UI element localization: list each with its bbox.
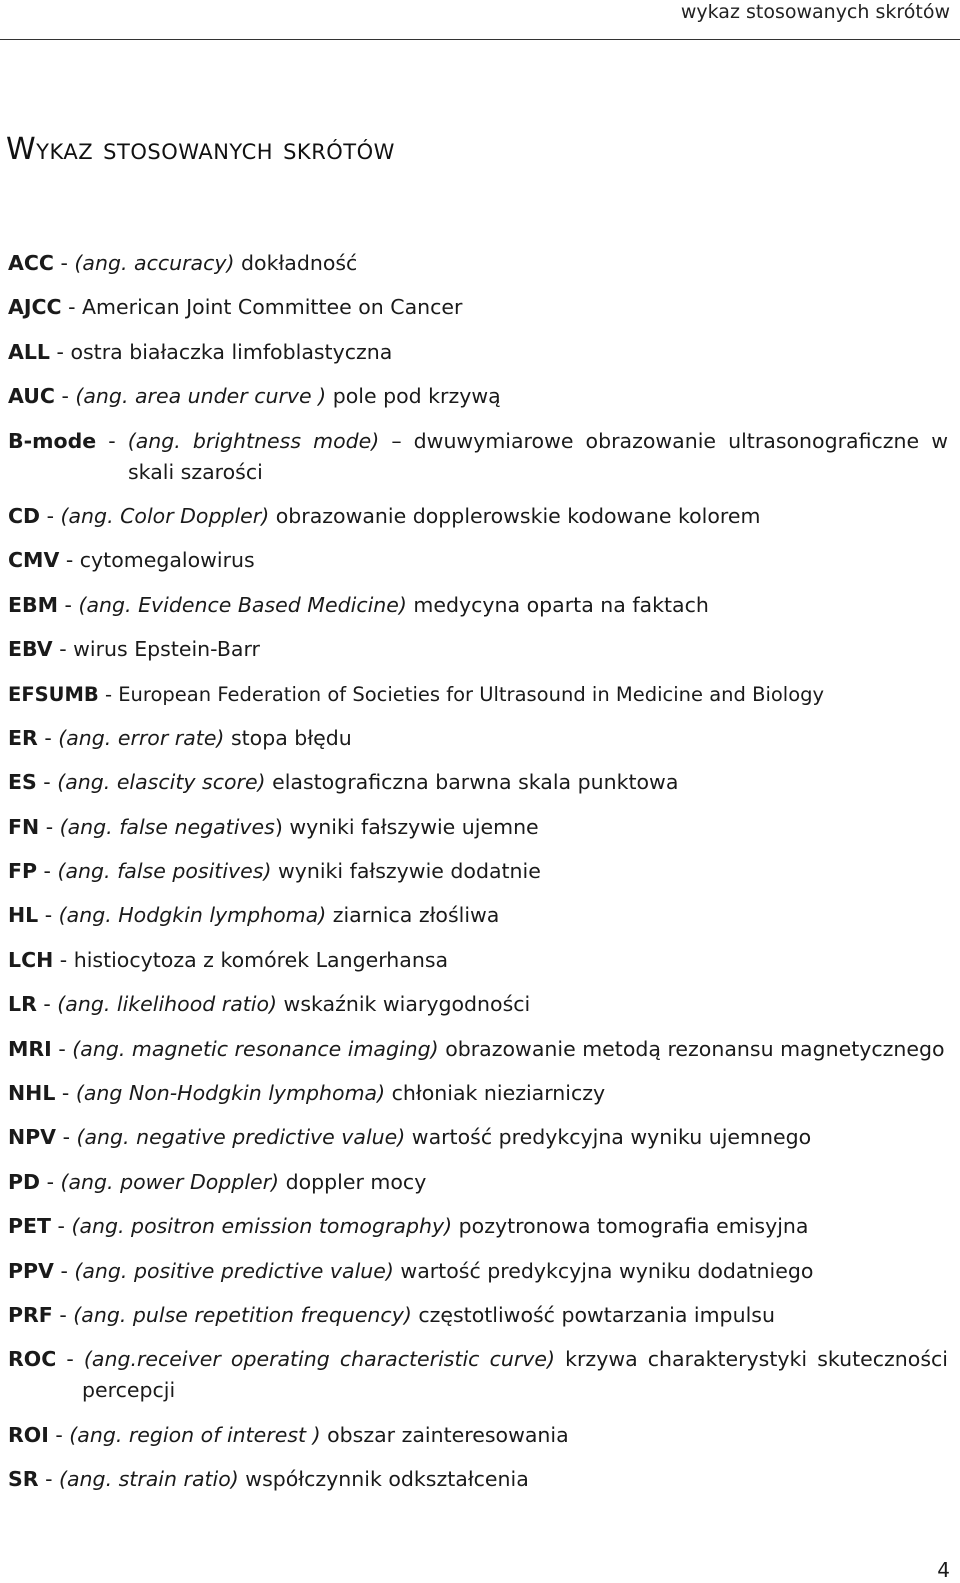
- abbreviation: NPV: [8, 1125, 57, 1150]
- list-item: [8, 337, 948, 368]
- description: elastograficzna barwna skala punktowa: [265, 770, 679, 795]
- list-item: [8, 1464, 948, 1495]
- english-term: (ang. accuracy): [74, 251, 235, 275]
- list-item: [8, 590, 948, 621]
- list-item: [8, 900, 948, 931]
- description: European Federation of Societies for Ultrasound in Medicine and Biology: [118, 682, 825, 706]
- list-item: [8, 1256, 948, 1287]
- list-item: [8, 1167, 948, 1198]
- description: wyniki fałszywie dodatnie: [271, 859, 541, 884]
- separator: -: [56, 1347, 84, 1372]
- list-item: [8, 426, 948, 488]
- separator: -: [58, 592, 79, 617]
- description: częstotliwość powtarzania impulsu: [411, 1302, 775, 1327]
- description: ziarnica złośliwa: [326, 903, 500, 928]
- description: pozytronowa tomografia emisyjna: [452, 1214, 809, 1239]
- list-item: [8, 1211, 948, 1242]
- page-number: 4: [937, 1558, 950, 1582]
- separator: -: [96, 428, 128, 453]
- header-rule: [0, 39, 960, 40]
- description: krzywa charakterystyki skuteczności percepcji: [82, 1347, 948, 1403]
- list-item: [8, 856, 948, 887]
- abbreviation-list: [8, 248, 948, 1509]
- english-term: (ang Non-Hodgkin lymphoma): [75, 1081, 386, 1106]
- separator: -: [39, 814, 60, 839]
- separator: -: [37, 859, 58, 884]
- abbreviation: PRF: [8, 1302, 53, 1327]
- abbreviation: ALL: [8, 339, 50, 364]
- separator: -: [50, 339, 71, 364]
- description: obszar zainteresowania: [320, 1422, 569, 1447]
- english-term: (ang. elascity score): [57, 770, 266, 795]
- english-term: (ang. brightness mode): [127, 428, 380, 453]
- list-item: [8, 989, 948, 1020]
- separator: -: [59, 548, 80, 573]
- description: wartość predykcyjna wyniku ujemnego: [405, 1125, 812, 1150]
- english-term: (ang. Hodgkin lymphoma): [58, 903, 327, 928]
- description: American Joint Committee on Cancer: [82, 295, 463, 320]
- abbreviation: EBV: [8, 637, 53, 662]
- english-term: (ang. error rate): [58, 725, 225, 750]
- running-header: wykaz stosowanych skrótów: [680, 1, 950, 23]
- description: histiocytoza z komórek Langerhansa: [73, 947, 449, 972]
- abbreviation: SR: [8, 1467, 39, 1492]
- list-item: [8, 1420, 948, 1451]
- list-item: [8, 1344, 948, 1406]
- abbreviation: ROI: [8, 1422, 49, 1447]
- list-item: [8, 292, 948, 323]
- description: medycyna oparta na faktach: [406, 592, 709, 617]
- separator: -: [37, 725, 59, 750]
- description: ostra białaczka limfoblastyczna: [70, 339, 393, 364]
- abbreviation: PD: [8, 1169, 41, 1194]
- description: wartość predykcyjna wyniku dodatniego: [393, 1258, 814, 1283]
- separator: -: [52, 1302, 74, 1327]
- list-item: [8, 545, 948, 576]
- description: stopa błędu: [224, 725, 352, 750]
- english-term: (ang. strain ratio): [59, 1467, 239, 1492]
- abbreviation: FN: [8, 814, 40, 839]
- list-item: [8, 1122, 948, 1153]
- english-term: (ang. magnetic resonance imaging): [72, 1036, 439, 1061]
- english-term: (ang. positive predictive value): [74, 1258, 394, 1283]
- english-term: (ang. Evidence Based Medicine): [78, 592, 407, 617]
- separator: -: [36, 770, 58, 795]
- abbreviation: B-mode: [8, 428, 97, 453]
- list-item: [8, 248, 948, 279]
- separator: -: [61, 295, 83, 320]
- description: cytomegalowirus: [79, 548, 255, 573]
- list-item: [8, 1034, 948, 1065]
- separator: -: [53, 251, 75, 275]
- abbreviation: FP: [8, 859, 38, 884]
- list-item: [8, 634, 948, 665]
- abbreviation: MRI: [8, 1036, 52, 1061]
- english-term: (ang. positron emission tomography): [71, 1214, 453, 1239]
- english-term: (ang.receiver operating characteristic curve): [83, 1347, 556, 1372]
- abbreviation: NHL: [8, 1081, 56, 1106]
- english-term: (ang. likelihood ratio): [57, 992, 278, 1017]
- separator: -: [53, 947, 74, 972]
- separator: -: [48, 1422, 70, 1447]
- description: chłoniak nieziarniczy: [385, 1081, 606, 1106]
- english-term: (ang. pulse repetition frequency): [73, 1302, 412, 1327]
- description: obrazowanie metodą rezonansu magnetycznego: [438, 1036, 945, 1061]
- description: wirus Epstein-Barr: [73, 637, 260, 662]
- description: wskaźnik wiarygodności: [277, 992, 531, 1017]
- list-item: [8, 501, 948, 532]
- separator: -: [55, 1081, 76, 1106]
- english-term: (ang. region of interest ): [69, 1422, 321, 1447]
- abbreviation: PET: [8, 1214, 52, 1239]
- description: dokładność: [234, 251, 358, 275]
- english-term: (ang. power Doppler): [60, 1169, 280, 1194]
- description: współczynnik odkształcenia: [238, 1467, 529, 1492]
- abbreviation: CD: [8, 503, 41, 528]
- list-item: [8, 1300, 948, 1331]
- separator: -: [51, 1036, 73, 1061]
- separator: -: [38, 903, 59, 928]
- abbreviation: ACC: [8, 251, 54, 275]
- abbreviation: EFSUMB: [8, 682, 99, 706]
- list-item: [8, 723, 948, 754]
- separator: -: [38, 1467, 59, 1492]
- list-item: [8, 679, 948, 710]
- list-item: [8, 812, 948, 843]
- separator: -: [54, 384, 76, 409]
- separator: -: [52, 637, 74, 662]
- abbreviation: HL: [8, 903, 39, 928]
- abbreviation: ES: [8, 770, 37, 795]
- english-term: (ang. Color Doppler): [60, 503, 270, 528]
- description: doppler mocy: [279, 1169, 427, 1194]
- separator: -: [98, 682, 119, 706]
- abbreviation: AUC: [8, 384, 55, 409]
- list-item: [8, 767, 948, 798]
- separator: -: [56, 1125, 77, 1150]
- abbreviation: ROC: [8, 1347, 57, 1372]
- separator: -: [51, 1214, 72, 1239]
- abbreviation: PPV: [8, 1258, 54, 1283]
- separator: -: [40, 503, 61, 528]
- english-term: (ang. negative predictive value): [76, 1125, 406, 1150]
- page-title: Wykaz stosowanych skrótów: [6, 132, 395, 167]
- abbreviation: AJCC: [8, 295, 62, 320]
- list-item: [8, 945, 948, 976]
- list-item: [8, 381, 948, 412]
- description: ) wyniki fałszywie ujemne: [274, 814, 539, 839]
- abbreviation: ER: [8, 725, 38, 750]
- description: – dwuwymiarowe obrazowanie ultrasonograficzne w skali szarości: [128, 428, 948, 484]
- list-item: [8, 1078, 948, 1109]
- abbreviation: CMV: [8, 548, 60, 573]
- english-term: (ang. false positives): [57, 859, 272, 884]
- abbreviation: LCH: [8, 947, 54, 972]
- description: obrazowanie dopplerowskie kodowane kolorem: [269, 503, 761, 528]
- abbreviation: EBM: [8, 592, 59, 617]
- separator: -: [40, 1169, 61, 1194]
- separator: -: [53, 1258, 75, 1283]
- abbreviation: LR: [8, 992, 37, 1017]
- english-term: (ang. area under curve ): [75, 384, 327, 409]
- separator: -: [36, 992, 58, 1017]
- description: pole pod krzywą: [326, 384, 501, 409]
- english-term: (ang. false negatives: [59, 814, 275, 839]
